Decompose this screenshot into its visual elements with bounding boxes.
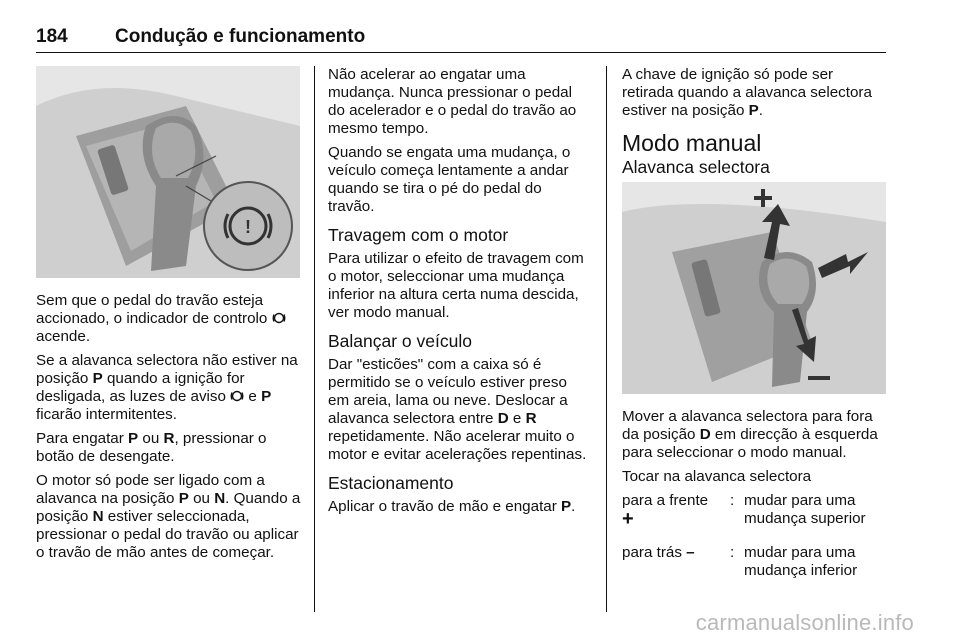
heading-parking: Estacionamento xyxy=(328,473,454,493)
chapter-title: Condução e funcionamento xyxy=(115,26,366,47)
heading-rocking: Balançar o veículo xyxy=(328,331,472,351)
shift-table xyxy=(622,492,888,580)
plus-icon: + xyxy=(622,508,634,530)
gear-p-label: P xyxy=(561,498,572,515)
text-when-position: . Quando a posição xyxy=(36,490,301,525)
column-middle xyxy=(328,66,592,522)
gear-p-label: P xyxy=(261,388,272,405)
brake-warning-icon xyxy=(272,311,286,325)
watermark: carmanualsonline.info xyxy=(695,610,914,635)
text-tap-lever: Tocar na alavanca selectora xyxy=(622,468,812,485)
text-engage: Para engatar xyxy=(36,430,129,447)
gear-n-label: N xyxy=(214,490,226,507)
manual-mode-drawing xyxy=(622,182,886,394)
heading-selector-lever: Alavanca selectora xyxy=(622,157,770,177)
shift-forward-label: para a frente xyxy=(622,492,709,509)
shift-up-description: mudar para uma mudança superior xyxy=(744,492,866,527)
text-brake-indicator: Sem que o pedal do travão esteja accionado, o indicador de controlo xyxy=(36,292,272,327)
gear-n-label: N xyxy=(92,508,104,525)
heading-manual-mode: Modo manual xyxy=(622,130,762,156)
gear-selector-illustration xyxy=(36,66,300,278)
text-period: . xyxy=(758,102,764,119)
shift-down-description: mudar para uma mudança inferior xyxy=(744,544,858,579)
gear-d-label: D xyxy=(497,410,509,427)
text-release-button: , pressionar o botão de desengate. xyxy=(36,430,267,465)
text-move-lever-2: em direcção à esquerda para seleccionar o modo manual. xyxy=(622,426,878,461)
gear-p-label: P xyxy=(178,490,189,507)
colon: : xyxy=(730,492,735,509)
column-right xyxy=(622,66,888,580)
gear-p-label: P xyxy=(748,102,759,119)
text-ignition-off-2: quando a ignição for desligada, as luzes de aviso xyxy=(36,370,245,405)
text-flash: ficarão intermitentes. xyxy=(36,406,177,423)
text-rocking-2: repetidamente. Não acelerar muito o motor e evitar acelerações repentinas. xyxy=(328,428,587,463)
page-number: 184 xyxy=(36,26,68,47)
manual-mode-illustration xyxy=(622,182,886,394)
gear-p-label: P xyxy=(92,370,103,387)
text-engine-braking: Para utilizar o efeito de travagem com o motor, seleccionar uma mudança inferior na altura certa numa descida, ver modo manual. xyxy=(328,250,584,321)
shift-back-label: para trás xyxy=(622,544,682,561)
text-rocking: Dar "esticões" com a caixa só é permitido se o veículo estiver preso em areia, lama ou neve. Deslocar a alavanca selectora entre xyxy=(328,356,568,427)
gear-p-label: P xyxy=(128,430,139,447)
gear-r-label: R xyxy=(525,410,537,427)
page-header xyxy=(36,22,886,53)
gear-d-label: D xyxy=(699,426,711,443)
table-row xyxy=(622,544,888,580)
minus-icon: – xyxy=(686,544,695,561)
text-move-lever: Mover a alavanca selectora para fora da posição xyxy=(622,408,873,443)
text-press-brake: estiver seleccionada, pressionar o pedal do travão ou aplicar o travão de mão antes de começar. xyxy=(36,508,299,561)
text-parking: Aplicar o travão de mão e engatar xyxy=(328,498,562,515)
column-divider xyxy=(314,66,315,612)
svg-text:!: ! xyxy=(245,217,251,237)
text-start-engine: O motor só pode ser ligado com a alavanca na posição xyxy=(36,472,265,507)
gear-selector-drawing xyxy=(36,66,300,278)
text-or: ou xyxy=(138,430,164,447)
text-ignition-key: A chave de ignição só pode ser retirada quando a alavanca selectora estiver na posição xyxy=(622,66,872,119)
column-divider xyxy=(606,66,607,612)
heading-engine-braking: Travagem com o motor xyxy=(328,225,509,245)
text-period: . xyxy=(571,498,576,515)
text-ignition-off: Se a alavanca selectora não estiver na posição xyxy=(36,352,298,387)
text-and: e xyxy=(244,388,262,405)
brake-warning-icon xyxy=(230,389,244,403)
text-or: ou xyxy=(188,490,215,507)
text-brake-indicator-end: acende. xyxy=(36,328,91,345)
text-and: e xyxy=(508,410,526,427)
text-vehicle-moves: Quando se engata uma mudança, o veículo começa lentamente a andar quando se tira o pé do pedal do travão. xyxy=(328,144,571,215)
gear-r-label: R xyxy=(163,430,175,447)
column-left xyxy=(36,66,302,568)
table-row xyxy=(622,492,888,530)
colon: : xyxy=(730,544,735,561)
text-no-accelerate: Não acelerar ao engatar uma mudança. Nunca pressionar o pedal do acelerador e o pedal do travão ao mesmo tempo. xyxy=(328,66,577,137)
